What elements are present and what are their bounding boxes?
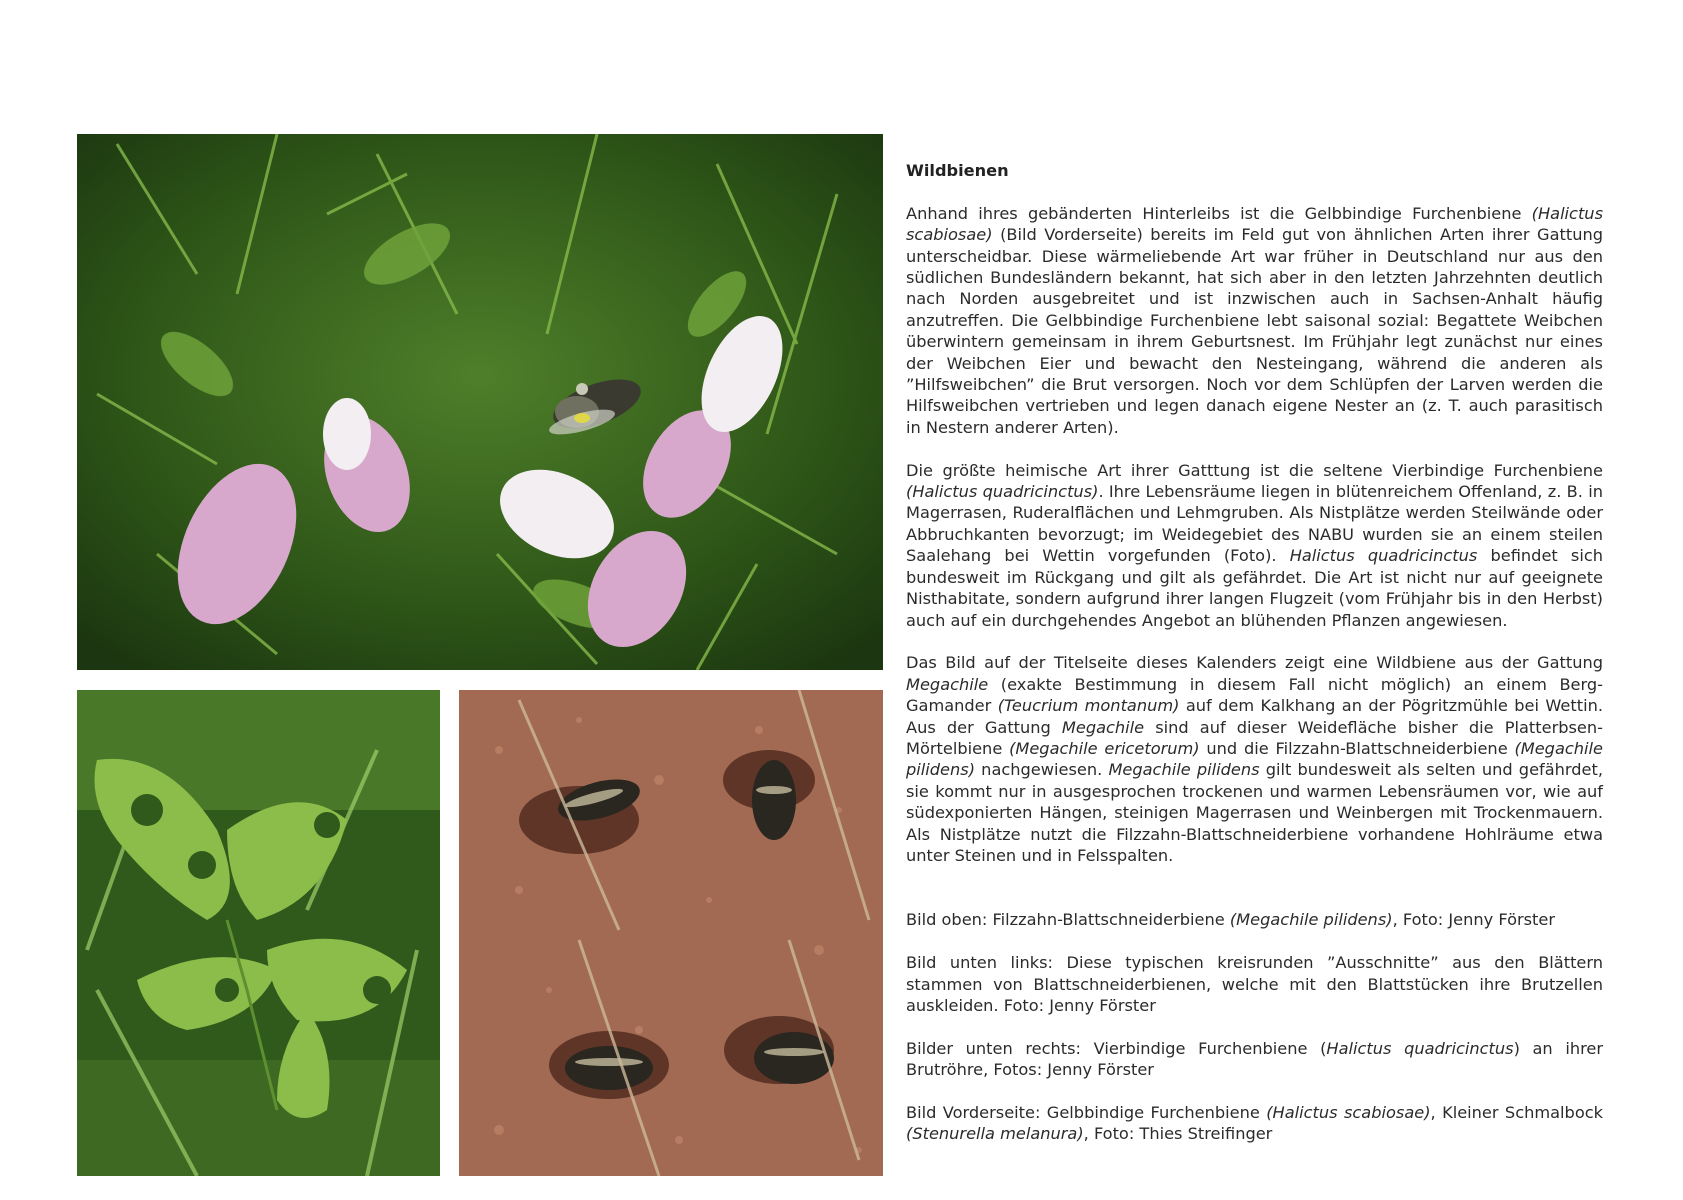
- text-run: nachgewiesen.: [975, 760, 1109, 780]
- species-name: (Megachile pilidens): [1229, 910, 1393, 930]
- species-name: (Megachile pilidens): [906, 738, 1603, 780]
- species-name: (Halictus quadricinctus): [906, 482, 1099, 502]
- text-run: ) an ihrer Brutröhre, Fotos: Jenny Förster: [906, 1038, 1603, 1080]
- caption-bottom-left: [906, 952, 1603, 1016]
- caption-top: [906, 909, 1603, 930]
- caption-front-page: [906, 1102, 1603, 1145]
- caption-bottom-right: [906, 1038, 1603, 1081]
- article-body: [906, 203, 1603, 867]
- species-name: (Megachile ericetorum): [1009, 738, 1200, 758]
- text-run: (exakte Bestimmung in diesem Fall nicht möglich) an einem Berg-Gamander: [906, 674, 1603, 716]
- photo-captions: [906, 909, 1603, 1144]
- text-run: Bilder unten rechts: Vierbindige Furchenbiene (: [906, 1038, 1327, 1058]
- species-name: Megachile: [1061, 717, 1145, 737]
- photo-cut-leaves: [77, 690, 440, 1176]
- text-run: und die Filzzahn-Blattschneiderbiene: [1199, 738, 1515, 758]
- text-run: Bild unten links: Diese typischen kreisrunden ”Ausschnitte” aus den Blättern stammen von Blattschneiderbienen, welche mit den Blattstücken ihre Brutzellen auskleiden. Foto: Jenny Förster: [906, 953, 1603, 1015]
- text-run: Anhand ihres gebänderten Hinterleibs ist die Gelbbindige Furchenbiene: [906, 203, 1532, 223]
- species-name: (Stenurella melanura): [906, 1124, 1084, 1144]
- text-run: Bild Vorderseite: Gelbbindige Furchenbiene: [906, 1102, 1267, 1122]
- species-name: Megachile: [906, 674, 989, 694]
- text-run: befindet sich bundesweit im Rückgang und gilt als gefährdet. Die Art ist nicht nur auf geeignete Nisthabitate, sondern aufgrund ihrer langen Flugzeit (vom Frühjahr bis in den Herbst) auch auf ein durchgehendes Angebot an blühenden Pflanzen angewiesen.: [906, 546, 1603, 630]
- text-run: auf dem Kalkhang an der Pögritzmühle bei Wettin. Aus der Gattung: [906, 696, 1603, 737]
- text-run: , Foto: Thies Streifinger: [1083, 1124, 1273, 1144]
- photo-bees-nest-holes: [459, 690, 883, 1176]
- species-name: (Halictus scabiosae): [906, 203, 1603, 245]
- paragraph: [906, 460, 1603, 631]
- species-name: Halictus quadricinctus: [1326, 1038, 1514, 1058]
- article-heading: Wildbienen: [906, 161, 1009, 180]
- photo-bee-on-flower: [77, 134, 883, 670]
- text-run: . Ihre Lebensräume liegen in blütenreichem Offenland, z. B. in Magerrasen, Ruderalflächen und Lehmgruben. Als Nistplätze werden Steilwände oder Abbruchkanten bevorzugt; im Weidegebiet des NABU wurden sie an einem steilen Saalehang bei Wettin vorgefunden (Foto).: [906, 482, 1603, 566]
- text-run: (Bild Vorderseite) bereits im Feld gut von ähnlichen Arten ihrer Gattung unterscheidbar. Diese wärmeliebende Art war früher in Deutschland nur aus den südlichen Bundesländern bekannt, hat sich aber in den letzten Jahrzehnten deutlich nach Norden ausgebreitet und ist inzwischen auch in Sachsen-Anhalt häufig anzutreffen. Die Gelbbindige Furchenbiene lebt saisonal sozial: Begattete Weibchen überwintern gemeinsam in ihrem Geburtsnest. Im Frühjahr legt zunächst nur eines der Weibchen Eier und bewacht den Nesteingang, während die anderen als ”Hilfsweibchen” die Brut versorgen. Noch vor dem Schlüpfen der Larven werden die Hilfsweibchen vertrieben und legen danach eigene Nester an (z. T. auch parasitisch in Nestern anderer Arten).: [906, 225, 1603, 437]
- species-name: (Teucrium montanum): [997, 696, 1180, 716]
- text-run: Das Bild auf der Titelseite dieses Kalenders zeigt eine Wildbiene aus der Gattung: [906, 653, 1603, 673]
- species-name: Megachile pilidens: [1108, 760, 1260, 780]
- species-name: Halictus quadricinctus: [1289, 546, 1478, 566]
- species-name: (Halictus scabiosae): [1266, 1102, 1431, 1122]
- article-text: [906, 160, 1603, 1166]
- text-run: sind auf dieser Weidefläche bisher die Platterbsen-Mörtelbiene: [906, 717, 1603, 758]
- paragraph: [906, 652, 1603, 866]
- text-run: , Foto: Jenny Förster: [1392, 910, 1556, 930]
- text-run: Bild oben: Filzzahn-Blattschneiderbiene: [906, 910, 1230, 930]
- text-run: , Kleiner Schmalbock: [1430, 1102, 1604, 1122]
- text-run: Die größte heimische Art ihrer Gatttung ist die seltene Vierbindige Furchenbiene: [906, 460, 1603, 480]
- text-run: gilt bundesweit als selten und gefährdet, sie kommt nur in ausgesprochen trockenen und warmen Lebensräumen vor, wie auf südexponierten Hängen, steinigen Magerrasen und Weinbergen mit Trockenmauern. Als Nistplätze nutzt die Filzzahn-Blattschneiderbiene vorhandene Hohlräume etwa unter Steinen und in Felsspalten.: [906, 760, 1604, 865]
- paragraph: [906, 203, 1603, 438]
